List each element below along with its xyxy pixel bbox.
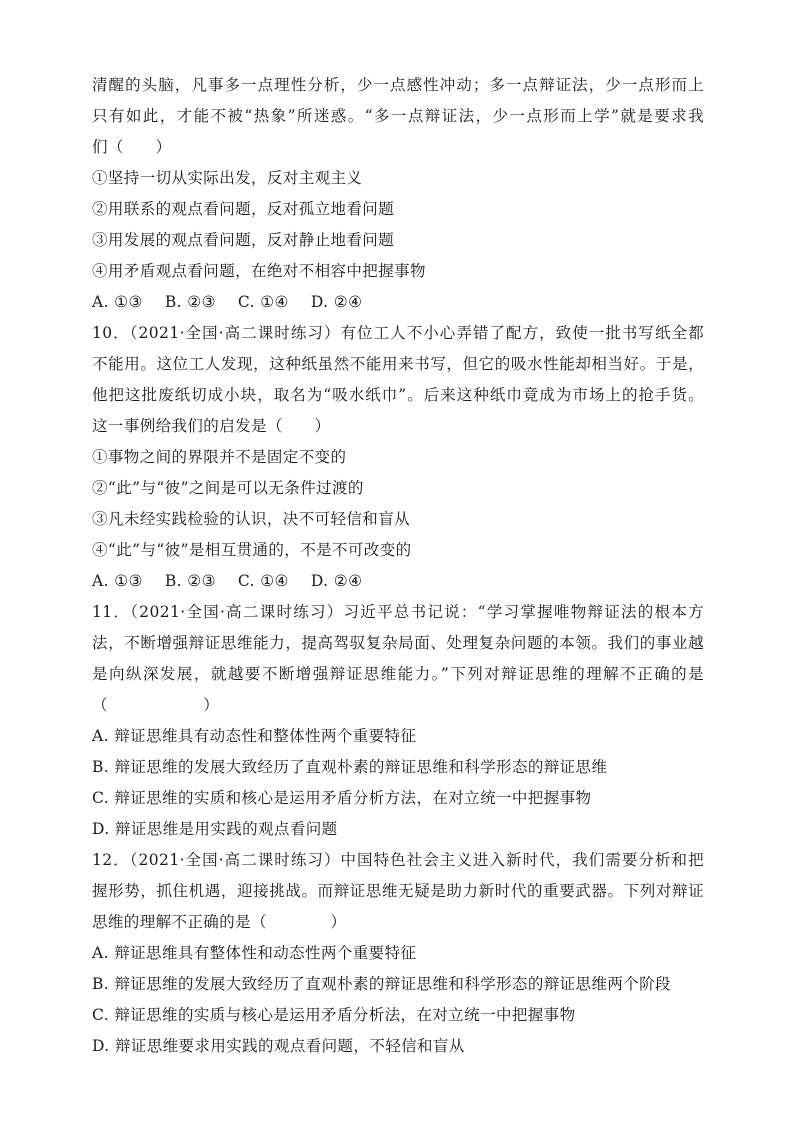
question-stem-line: 12．（2021·全国·高二课时练习）中国特色社会主义进入新时代，我们需要分析和把 — [92, 851, 704, 869]
option-c: C. ①④ — [237, 293, 289, 311]
option-a: A. ①③ — [92, 293, 143, 311]
option-d: D. 辩证思维要求用实践的观点看问题，不轻信和盲从 — [92, 1037, 465, 1055]
question-stem-line: 们（ ） — [92, 138, 172, 156]
option-a: A. 辩证思维具有动态性和整体性两个重要特征 — [92, 727, 417, 745]
statement-item: ④用矛盾观点看问题，在绝对不相容中把握事物 — [92, 262, 426, 280]
option-d: D. 辩证思维是用实践的观点看问题 — [92, 820, 338, 838]
exam-page — [92, 70, 704, 1062]
statement-item: ②“此”与“彼”之间是可以无条件过渡的 — [92, 479, 364, 497]
option-c: C. ①④ — [237, 572, 289, 590]
question-stem-line: 不能用。这位工人发现，这种纸虽然不能用来书写，但它的吸水性能却相当好。于是， — [92, 355, 704, 373]
option-d: D. ②④ — [310, 293, 363, 311]
option-a: A. ①③ — [92, 572, 143, 590]
question-stem-line: 10．（2021·全国·高二课时练习）有位工人不小心弄错了配方，致使一批书写纸全都 — [92, 324, 704, 342]
option-b: B. 辩证思维的发展大致经历了直观朴素的辩证思维和科学形态的辩证思维 — [92, 758, 608, 776]
question-stem-line: 法，不断增强辩证思维能力，提高驾驭复杂局面、处理复杂问题的本领。我们的事业越 — [92, 634, 704, 652]
question-stem-line: 这一事例给我们的启发是（ ） — [92, 417, 331, 435]
statement-item: ③凡未经实践检验的认识，决不可轻信和盲从 — [92, 510, 411, 528]
question-11 — [92, 597, 704, 845]
question-12 — [92, 845, 704, 1062]
answer-options — [92, 566, 704, 597]
option-a: A. 辩证思维具有整体性和动态性两个重要特征 — [92, 944, 417, 962]
statement-item: ②用联系的观点看问题，反对孤立地看问题 — [92, 200, 395, 218]
option-c: C. 辩证思维的实质和核心是运用矛盾分析方法，在对立统一中把握事物 — [92, 789, 592, 807]
question-stem-line: 思维的理解不正确的是（ ） — [92, 913, 347, 931]
option-d: D. ②④ — [310, 572, 363, 590]
question-stem-line: 清醒的头脑，凡事多一点理性分析，少一点感性冲动；多一点辩证法，少一点形而上 — [92, 76, 704, 94]
question-stem-line: 只有如此，才能不被“热象”所迷惑。“多一点辩证法，少一点形而上学”就是要求我 — [92, 107, 704, 125]
option-b: B. ②③ — [164, 572, 216, 590]
question-stem-line: 握形势，抓住机遇，迎接挑战。而辩证思维无疑是助力新时代的重要武器。下列对辩证 — [92, 882, 704, 900]
question-10 — [92, 318, 704, 597]
statement-item: ①坚持一切从实际出发，反对主观主义 — [92, 169, 363, 187]
question-stem-line: 是向纵深发展，就越要不断增强辩证思维能力。”下列对辩证思维的理解不正确的是 — [92, 665, 704, 683]
question-9 — [92, 70, 704, 318]
statement-item: ①事物之间的界限并不是固定不变的 — [92, 448, 347, 466]
statement-item: ③用发展的观点看问题，反对静止地看问题 — [92, 231, 395, 249]
statement-item: ④“此”与“彼”是相互贯通的，不是不可改变的 — [92, 541, 412, 559]
option-b: B. ②③ — [164, 293, 216, 311]
question-stem-line: 11．（2021·全国·高二课时练习）习近平总书记说：“学习掌握唯物辩证法的根本方 — [92, 603, 704, 621]
question-stem-line: 他把这批废纸切成小块，取名为“吸水纸巾”。后来这种纸巾竟成为市场上的抢手货。 — [92, 386, 704, 404]
option-b: B. 辩证思维的发展大致经历了直观朴素的辩证思维和科学形态的辩证思维两个阶段 — [92, 975, 671, 993]
answer-options — [92, 287, 704, 318]
option-c: C. 辩证思维的实质与核心是运用矛盾分析法，在对立统一中把握事物 — [92, 1006, 576, 1024]
question-stem-line: （ ） — [92, 696, 220, 714]
